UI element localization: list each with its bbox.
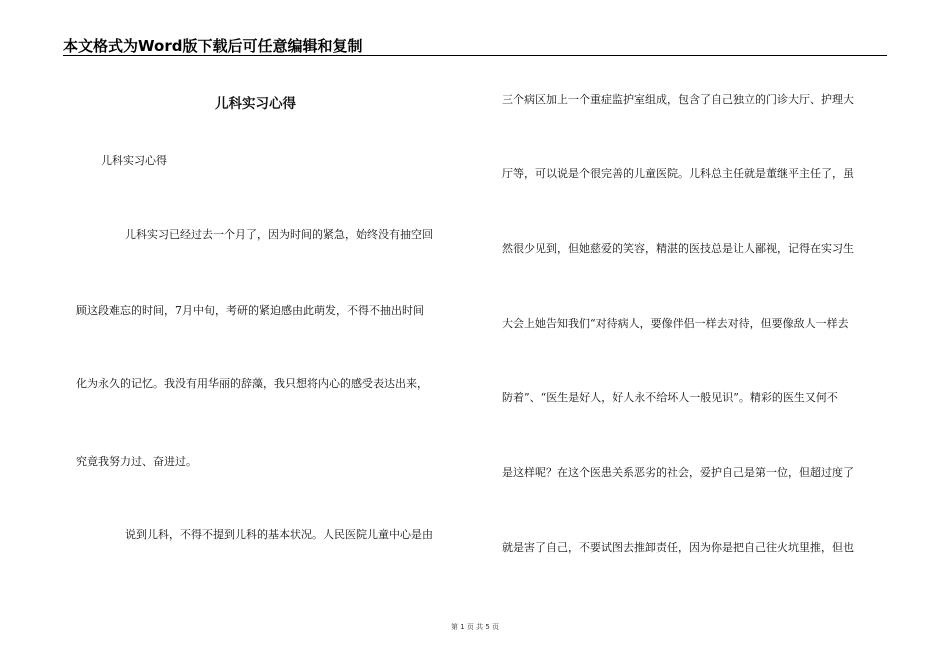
left-line-2: 儿科实习已经过去一个月了，因为时间的紧急，始终没有抽空回 — [125, 228, 433, 241]
header-title: 本文格式为Word版下载后可任意编辑和复制 — [63, 37, 363, 55]
left-line-5: 究竟我努力过、奋进过。 — [76, 455, 197, 468]
left-line-4: 化为永久的记忆。我没有用华丽的辞藻，我只想将内心的感受表达出来， — [76, 377, 428, 390]
right-line-5: 防着”、“医生是好人，好人永不给坏人一般见识”。精彩的医生又何不 — [502, 391, 838, 404]
page-header — [63, 33, 887, 56]
document-title: 儿科实习心得 — [215, 96, 296, 112]
left-line-6: 说到儿科，不得不提到儿科的基本状况。人民医院儿童中心是由 — [125, 528, 433, 541]
right-line-1: 三个病区加上一个重症监护室组成，包含了自己独立的门诊大厅、护理大 — [502, 93, 854, 106]
page-footer: 第 1 页 共 5 页 — [450, 623, 500, 631]
right-line-6: 是这样呢？在这个医患关系恶劣的社会，爱护自己是第一位，但超过度了 — [502, 466, 854, 479]
right-line-7: 就是害了自己，不要试图去推卸责任，因为你是把自己往火坑里推，但也 — [502, 541, 854, 554]
left-line-3: 顾这段难忘的时间，7月中旬，考研的紧迫感由此萌发，不得不抽出时间 — [76, 304, 424, 317]
right-line-2: 厅等，可以说是个很完善的儿童医院。儿科总主任就是董继平主任了，虽 — [502, 167, 854, 180]
right-line-4: 大会上她告知我们“对待病人，要像伴侣一样去对待，但要像敌人一样去 — [502, 317, 849, 330]
right-line-3: 然很少见到，但她慈爱的笑容，精湛的医技总是让人鄙视，记得在实习生 — [502, 242, 854, 255]
left-line-1: 儿科实习心得 — [101, 154, 167, 167]
